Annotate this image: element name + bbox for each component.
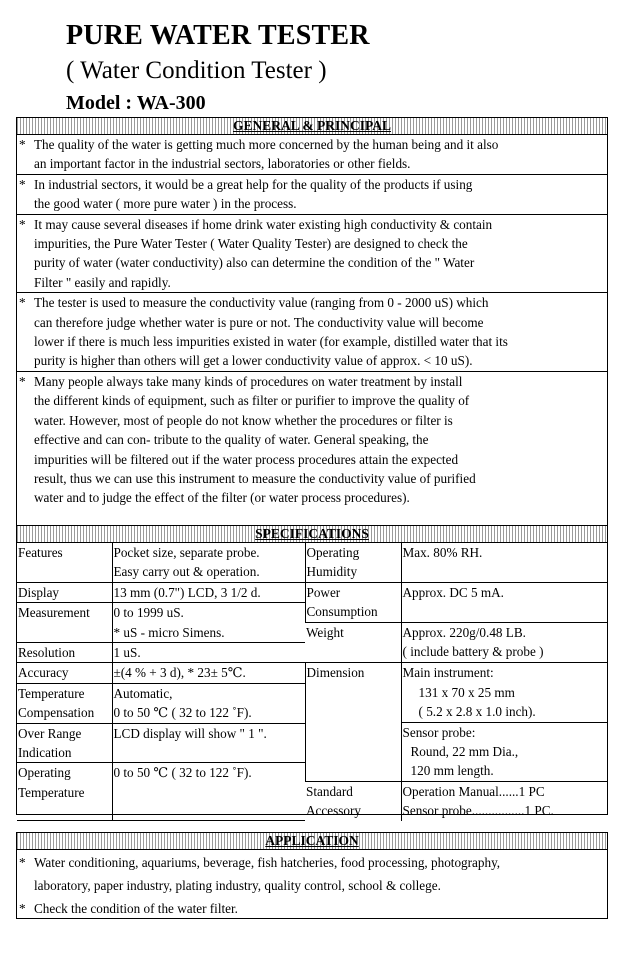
bullet-mark: * — [19, 176, 26, 192]
spec-label-tempcomp: Temperature Compensation — [17, 683, 112, 723]
spec-value-humidity: Max. 80% RH. — [401, 543, 607, 582]
spec-value-accuracy: ±(4 % + 3 d), * 23± 5℃. — [112, 663, 305, 683]
spec-label-dimension: Dimension — [305, 663, 401, 781]
paragraph-line: water. However, most of people do not know whether the procedures or filter is — [34, 412, 453, 428]
bullet-mark: * — [19, 137, 26, 152]
spec-label-weight: Weight — [305, 622, 401, 663]
paragraph-line: It may cause several diseases if home drink water existing high conductivity & contain — [34, 216, 493, 232]
general-section — [16, 117, 608, 533]
list-item — [17, 175, 607, 215]
application-line: laboratory, paper industry, plating industry, quality control, school & college. — [34, 878, 441, 893]
application-section — [16, 832, 608, 919]
list-item — [17, 215, 607, 294]
general-heading: GENERAL & PRINCIPAL — [17, 118, 607, 135]
paragraph-line: lower if there is much less impurities existed in water (for example, distilled water that its — [34, 334, 508, 350]
application-heading: APPLICATION — [17, 833, 607, 850]
paragraph-line: In industrial sectors, it would be a great help for the quality of the products if using — [34, 176, 473, 192]
page-title: PURE WATER TESTER — [66, 20, 370, 51]
spec-label-features: Features — [17, 543, 112, 582]
paragraph-line: water and to judge the effect of the filter (or water process procedures). — [34, 490, 410, 506]
paragraph-line: an important factor in the industrial sectors, laboratories or other fields. — [34, 156, 411, 172]
spec-value-measurement: 0 to 1999 uS. * uS - micro Simens. — [112, 603, 305, 643]
list-item — [17, 372, 607, 508]
model-number: Model : WA-300 — [66, 92, 206, 114]
spec-value-weight: Approx. 220g/0.48 LB. ( include battery & probe ) — [401, 622, 607, 663]
list-item — [17, 135, 607, 175]
spec-label-power: Power Consumption — [305, 582, 401, 622]
bullet-mark: * — [19, 216, 26, 232]
paragraph-line: The quality of the water is getting much more concerned by the human being and it also — [34, 137, 499, 152]
list-item — [17, 897, 607, 920]
table-row — [17, 543, 607, 582]
spec-label-resolution: Resolution — [17, 643, 112, 663]
paragraph-line: The tester is used to measure the conductivity value (ranging from 0 - 2000 uS) which — [34, 295, 489, 311]
bullet-mark: * — [19, 295, 26, 311]
application-body — [17, 850, 607, 920]
paragraph-line: the good water ( more pure water ) in the process. — [34, 196, 297, 212]
table-row — [17, 663, 607, 683]
spec-label-optemp: Operating Temperature — [17, 763, 112, 821]
spec-value-accessory: Operation Manual......1 PC Sensor probe................1 PC. — [401, 781, 607, 820]
list-item — [17, 874, 607, 897]
spec-label-measurement: Measurement — [17, 603, 112, 643]
spec-label-humidity: Operating Humidity — [305, 543, 401, 582]
spec-value-optemp: 0 to 50 ℃ ( 32 to 122 ˚F). — [112, 763, 305, 821]
spec-value-overrange: LCD display will show " 1 ". — [112, 723, 305, 763]
paragraph-line: the different kinds of equipment, such as filter or purifier to improve the quality of — [34, 393, 470, 409]
paragraph-line: purity is higher than others will get a lower conductivity value of approx. < 10 uS). — [34, 353, 473, 369]
bullet-mark: * — [19, 373, 26, 389]
paragraph-line: can therefore judge whether water is pure or not. The conductivity value will become — [34, 314, 484, 330]
spec-value-power: Approx. DC 5 mA. — [401, 582, 607, 622]
specifications-table — [17, 543, 607, 821]
bullet-mark: * — [19, 855, 26, 870]
spec-label-overrange: Over Range Indication — [17, 723, 112, 763]
paragraph-line: result, thus we can use this instrument to measure the conductivity value of purified — [34, 470, 476, 486]
spec-value-dimension: Main instrument: 131 x 70 x 25 mm ( 5.2 x 2.8 x 1.0 inch). Sensor probe: Round, 22 mm Dia., 120 mm length. — [401, 663, 607, 781]
paragraph-line: impurities will be filtered out if the water process procedures attain the expected — [34, 451, 459, 467]
spec-label-accessory: Standard Accessory — [305, 781, 401, 820]
paragraph-line: effective and can con- tribute to the quality of water. General speaking, the — [34, 432, 429, 448]
spec-label-accuracy: Accuracy — [17, 663, 112, 683]
paragraph-line: Many people always take many kinds of procedures on water treatment by install — [34, 373, 463, 389]
specifications-heading: SPECIFICATIONS — [17, 526, 607, 543]
spec-label-display: Display — [17, 582, 112, 602]
application-line: Check the condition of the water filter. — [34, 901, 238, 916]
application-line: Water conditioning, aquariums, beverage, fish hatcheries, food processing, photography, — [34, 855, 501, 870]
spec-value-features: Pocket size, separate probe. Easy carry out & operation. — [112, 543, 305, 582]
list-item — [17, 293, 607, 372]
paragraph-line: purity of water (water conductivity) also can determine the condition of the " Water — [34, 255, 475, 271]
page-subtitle: ( Water Condition Tester ) — [66, 57, 327, 84]
list-item — [17, 851, 607, 874]
spec-value-resolution: 1 uS. — [112, 643, 305, 663]
bullet-mark: * — [19, 901, 26, 916]
paragraph-line: impurities, the Pure Water Tester ( Water Quality Tester) are designed to check the — [34, 236, 468, 252]
general-items — [17, 135, 607, 508]
specifications-section — [16, 525, 608, 819]
spec-value-display: 13 mm (0.7") LCD, 3 1/2 d. — [112, 582, 305, 602]
table-row — [17, 582, 607, 602]
spec-value-tempcomp: Automatic, 0 to 50 ℃ ( 32 to 122 ˚F). — [112, 683, 305, 723]
paragraph-line: Filter " easily and rapidly. — [34, 274, 171, 290]
